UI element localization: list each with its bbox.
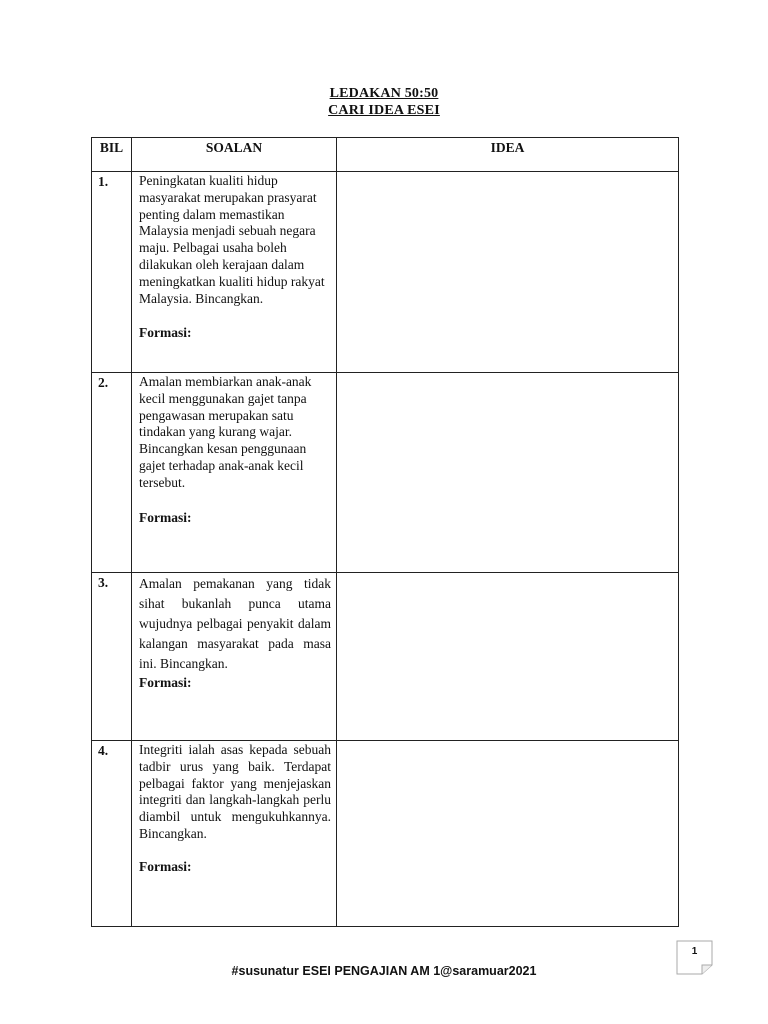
document-subtitle: CARI IDEA ESEI <box>328 103 440 118</box>
header-soalan: SOALAN <box>132 138 337 172</box>
question-cell <box>132 373 337 573</box>
page-number: 1 <box>691 946 698 957</box>
question-text: Integriti ialah asas kepada sebuah tadbir urus yang baik. Terdapat pelbagai faktor yang menjejaskan integriti dan langkah-langkah perlu diambil untuk mengukuhkannya. Bincangkan. <box>139 742 331 841</box>
table-row <box>92 373 679 573</box>
question-text: Amalan pemakanan yang tidak sihat bukanlah punca utama wujudnya pelbagai penyakit dalam kalangan masyarakat pada masa ini. Bincangkan. <box>139 576 331 671</box>
footer-text: #susunatur ESEI PENGAJIAN AM 1@saramuar2021 <box>231 964 537 978</box>
table-row <box>92 573 679 741</box>
formasi-label: Formasi: <box>139 325 192 341</box>
formasi-label: Formasi: <box>139 509 192 525</box>
document-title: LEDAKAN 50:50 <box>329 86 439 101</box>
table-header-row <box>92 138 679 172</box>
question-text: Amalan membiarkan anak-anak kecil menggunakan gajet tanpa pengawasan merupakan satu tindakan yang kurang wajar. Bincangkan kesan penggunaan gajet terhadap anak-anak kecil tersebut. <box>139 374 312 490</box>
formasi-label: Formasi: <box>139 858 192 874</box>
row-number: 1. <box>92 172 132 373</box>
question-cell <box>132 172 337 373</box>
table-row <box>92 741 679 927</box>
essay-table <box>91 137 679 927</box>
idea-cell[interactable] <box>337 373 679 573</box>
idea-cell[interactable] <box>337 741 679 927</box>
question-text: Peningkatan kualiti hidup masyarakat merupakan prasyarat penting dalam memastikan Malaysia menjadi sebuah negara maju. Pelbagai usaha boleh dilakukan oleh kerajaan dalam meningkatkan kualiti hidup rakyat Malaysia. Bincangkan. <box>139 173 325 306</box>
table-row <box>92 172 679 373</box>
idea-cell[interactable] <box>337 573 679 741</box>
row-number: 4. <box>92 741 132 927</box>
row-number: 3. <box>92 573 132 741</box>
question-cell <box>132 741 337 927</box>
idea-cell[interactable] <box>337 172 679 373</box>
header-idea: IDEA <box>337 138 679 172</box>
header-bil: BIL <box>92 138 132 172</box>
formasi-label: Formasi: <box>139 675 192 690</box>
question-cell <box>132 573 337 741</box>
row-number: 2. <box>92 373 132 573</box>
